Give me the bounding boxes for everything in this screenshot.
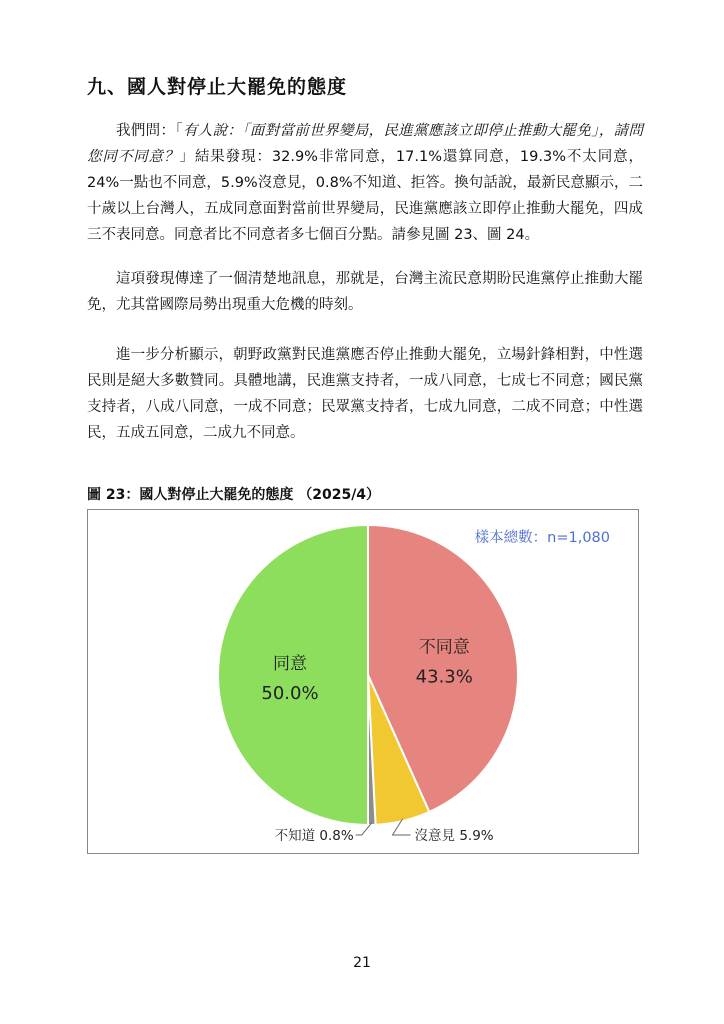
figure-title: 圖 23：國人對停止大罷免的態度 （2025/4） <box>87 487 381 503</box>
slice-value-agree: 50.0% <box>261 683 319 704</box>
slice-label-dont-know: 不知道 0.8% <box>274 828 354 844</box>
slice-name-agree: 同意 <box>273 654 307 674</box>
slice-name-disagree: 不同意 <box>418 637 470 658</box>
paragraph-3: 進一步分析顯示，朝野政黨對民進黨應否停止推動大罷免，立場針鋒相對，中性選民則是絕大多數贊同。具體地講，民進黨支持者，一成八同意，七成七不同意；國民黨支持者，八成八同意，一成不同意；民眾黨支持者，七成九同意，二成不同意；中性選民，五成五同意，二成九不同意。 <box>87 347 643 441</box>
quote-open: 我們問：「 <box>116 123 183 139</box>
pie-slice-agree <box>218 525 368 825</box>
sample-size-annotation: 樣本總數：n=1,080 <box>474 530 610 546</box>
survey-question: 有人說：「面對當前世界變局，民進黨應該立即停止推動大罷免」，請問您同不同意？ <box>87 123 643 165</box>
findings-text: 」結果發現：32.9%非常同意，17.1%還算同意，19.3%不太同意，24%一點也不同意，5.9%沒意見，0.8%不知道、拒答。換句話說，最新民意顯示，二十歲以上台灣人，五成同意面對當前世界變局，民進黨應該立即停止推動大罷免，四成三不表同意。同意者比不同意者多七個百分點。請參見圖 23、圖 24。 <box>87 149 644 243</box>
slice-value-disagree: 43.3% <box>415 666 473 688</box>
paragraph-1 <box>87 118 643 248</box>
section-heading: 九、國人對停止大罷免的態度 <box>87 76 348 98</box>
page-number: 21 <box>353 955 371 971</box>
pie-chart <box>88 510 638 853</box>
figure-frame <box>87 509 639 854</box>
paragraph-2: 這項發現傳達了一個清楚地訊息，那就是，台灣主流民意期盼民進黨停止推動大罷免，尤其當國際局勢出現重大危機的時刻。 <box>87 271 643 313</box>
slice-label-no-opinion: 沒意見 5.9% <box>414 828 494 844</box>
